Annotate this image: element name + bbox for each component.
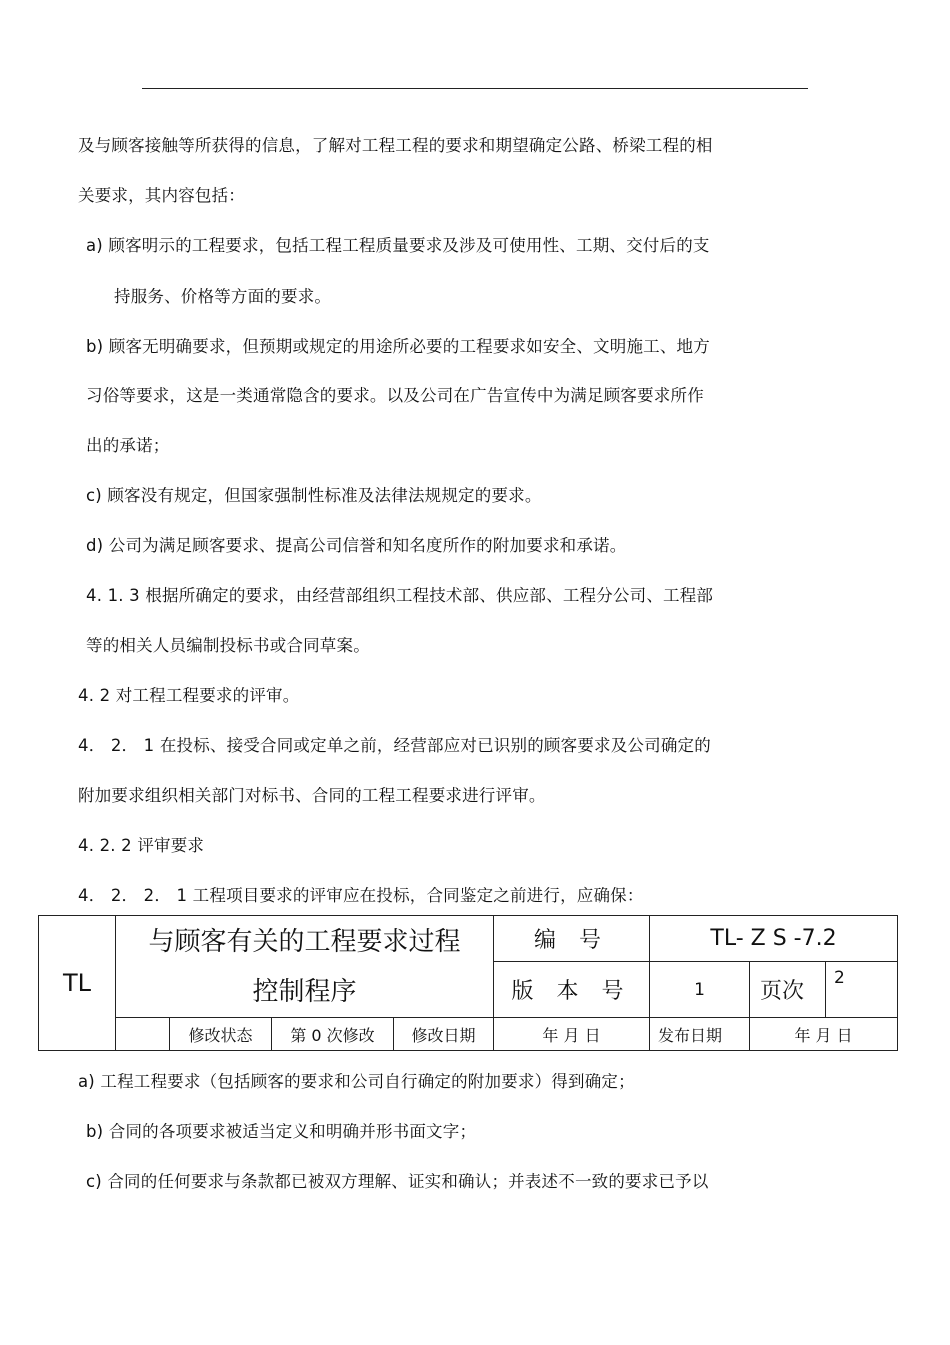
section-4-2: 4. 2 对工程工程要求的评审。 <box>78 686 300 705</box>
version-label: 版 本 号 <box>494 962 650 1018</box>
body-line: 及与顾客接触等所获得的信息，了解对工程工程的要求和期望确定公路、桥梁工程的相 <box>78 136 713 155</box>
page-number-cell <box>826 962 898 1018</box>
section-4-1-3: 4. 1. 3 根据所确定的要求，由经营部组织工程技术部、供应部、工程分公司、工程部 <box>86 586 714 605</box>
list-item-c: c) 顾客没有规定，但国家强制性标准及法律法规规定的要求。 <box>86 486 542 505</box>
code-label: 编 号 <box>494 916 650 962</box>
section-4-2-2-1: 4． 2． 2． 1 工程项目要求的评审应在投标，合同鉴定之前进行，应确保： <box>78 886 644 905</box>
document-title <box>116 916 494 1018</box>
code-value: TL- Z S -7.2 <box>650 916 898 962</box>
rev-date-value: 年 月 日 <box>494 1018 650 1051</box>
list-item-b-cont: 习俗等要求，这是一类通常隐含的要求。以及公司在广告宣传中为满足顾客要求所作 <box>86 386 704 405</box>
title-line-1: 与顾客有关的工程要求过程 <box>148 926 461 957</box>
section-4-1-3-cont: 等的相关人员编制投标书或合同草案。 <box>86 636 370 655</box>
list-item-b: b) 顾客无明确要求，但预期或规定的用途所必要的工程要求如安全、文明施工、地方 <box>86 337 710 356</box>
header-rule <box>142 88 808 89</box>
page-label: 页次 <box>750 962 826 1018</box>
org-code: TL <box>39 916 116 1051</box>
rev-status-value: 第 0 次修改 <box>272 1018 394 1051</box>
rev-date-label: 修改日期 <box>394 1018 494 1051</box>
blank-cell <box>116 1018 170 1051</box>
rev-status-label: 修改状态 <box>170 1018 272 1051</box>
list-item-d: d) 公司为满足顾客要求、提高公司信誉和知名度所作的附加要求和承诺。 <box>86 536 627 555</box>
list-item-a: a) 顾客明示的工程要求，包括工程工程质量要求及涉及可使用性、工期、交付后的支 <box>86 236 710 255</box>
list-item-b-cont: 出的承诺； <box>86 436 170 455</box>
list-item-a2: a) 工程工程要求（包括顾客的要求和公司自行确定的附加要求）得到确定； <box>78 1072 635 1091</box>
pub-date-label: 发布日期 <box>650 1018 750 1051</box>
page-value: 2 <box>834 968 845 988</box>
list-item-a-cont: 持服务、价格等方面的要求。 <box>114 287 332 306</box>
body-line: 关要求，其内容包括： <box>78 186 245 205</box>
section-4-2-1-cont: 附加要求组织相关部门对标书、合同的工程工程要求进行评审。 <box>78 786 546 805</box>
document-header-table <box>38 915 898 1051</box>
list-item-b2: b) 合同的各项要求被适当定义和明确并形书面文字； <box>86 1122 477 1141</box>
section-4-2-1: 4． 2． 1 在投标、接受合同或定单之前，经营部应对已识别的顾客要求及公司确定的 <box>78 736 711 755</box>
title-line-2: 控制程序 <box>252 976 357 1007</box>
pub-date-value: 年 月 日 <box>750 1018 898 1051</box>
list-item-c2: c) 合同的任何要求与条款都已被双方理解、证实和确认；并表述不一致的要求已予以 <box>86 1172 709 1191</box>
version-value: 1 <box>650 962 750 1018</box>
section-4-2-2: 4. 2. 2 评审要求 <box>78 836 205 855</box>
